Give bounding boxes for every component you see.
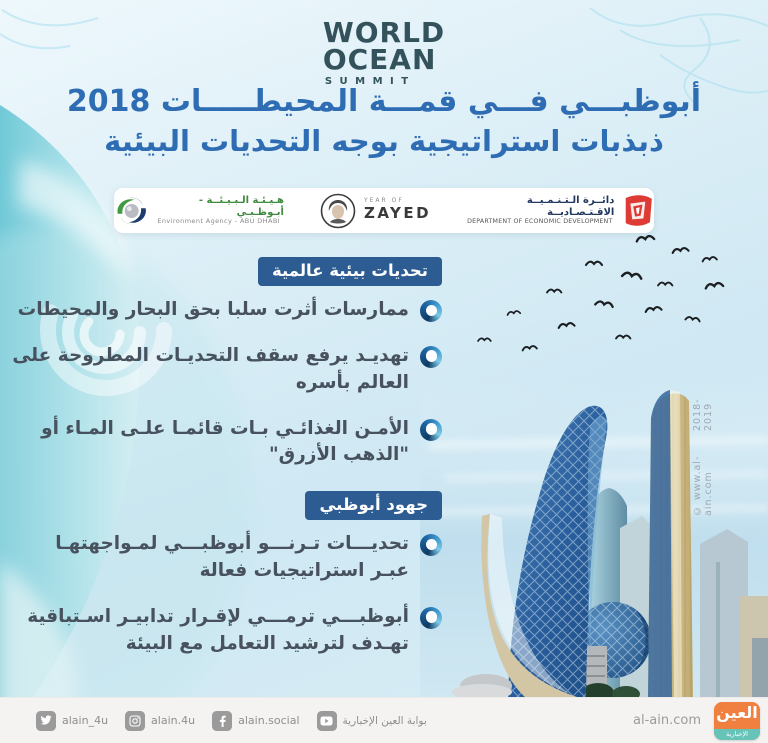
content-column [0, 257, 442, 658]
year-of-zayed-portrait-icon [320, 193, 356, 229]
bird-icon [522, 346, 537, 351]
bird-icon [547, 290, 561, 293]
partner-environment-agency [114, 194, 284, 228]
section-header-abudhabi-efforts: جهود أبوظبي [305, 491, 442, 520]
copyright-watermark [692, 382, 714, 516]
list-item [0, 604, 442, 658]
instagram-handle[interactable]: alain.4u [151, 714, 196, 727]
bird-icon [705, 282, 723, 288]
list-item-text: الأمـن الغذائـي بـات قائمـا علـى المـاء أو "الذهب الأزرق" [41, 417, 409, 466]
alain-logo-arabic: العين [716, 702, 758, 722]
partners-bar [114, 188, 654, 233]
bird-icon [702, 257, 717, 262]
bullet-ring-icon [420, 419, 442, 441]
youtube-icon[interactable] [317, 711, 337, 731]
zayed-label: ZAYED [363, 204, 432, 223]
website-url[interactable]: al-ain.com [633, 713, 701, 728]
social-youtube[interactable] [317, 711, 427, 731]
watermark-site: © www.al-ain.com [692, 455, 714, 516]
environment-agency-swirl-icon [114, 194, 149, 228]
partner-year-of-zayed [320, 193, 431, 229]
social-facebook[interactable] [212, 711, 299, 731]
list-item-text: تحديـــات تـرنـــو أبوظبـــي لمـواجهتهـا عبـر استراتيجيات فعالة [55, 533, 409, 582]
partner-economic-development [467, 193, 654, 229]
bird-icon [685, 317, 700, 322]
facebook-handle[interactable]: alain.social [238, 714, 300, 727]
abu-dhabi-government-emblem-icon [622, 193, 654, 229]
event-logo-line3: SUMMIT [324, 76, 416, 88]
headline-line2: ذبذبات استراتيجية بوجه التحديات البيئية [104, 123, 664, 158]
event-logo-line2: OCEAN [322, 42, 437, 76]
footer-bar [0, 697, 768, 743]
headline-line1: أبوظبـــي فـــي قمـــة المحيطـــــات 2018 [66, 84, 702, 119]
youtube-handle[interactable]: بوابة العين الإخبارية [342, 714, 427, 727]
list-item-text: أبوظبـــي ترمـــي لإقـرار تدابيـر اسـتباقية تهـدف لترشيد التعامل مع البيئة [27, 605, 409, 654]
headline [0, 82, 768, 160]
bird-icon [622, 272, 642, 279]
list-item [0, 531, 442, 585]
event-logo-line1: WORLD [322, 16, 446, 49]
list-item-text: ممارسات أثرت سلبا بحق البحار والمحيطات [17, 299, 409, 321]
list-item [0, 416, 442, 470]
bird-icon [595, 301, 613, 307]
bird-icon [658, 283, 672, 286]
list-item [0, 343, 442, 397]
alain-news-logo [714, 702, 760, 740]
bullet-ring-icon [420, 300, 442, 322]
ded-english-name: DEPARTMENT OF ECONOMIC DEVELOPMENT [467, 218, 613, 226]
social-instagram[interactable] [125, 711, 195, 731]
twitter-handle[interactable]: alain_4u [62, 714, 109, 727]
bird-icon [586, 262, 602, 265]
watermark-years: 2018-2019 [692, 398, 714, 431]
list-item-text: تهديـد يرفع سقف التحديـات المطروحة على العالم بأسره [12, 344, 409, 393]
bird-icon [645, 306, 661, 311]
twitter-icon[interactable] [36, 711, 56, 731]
bird-icon [636, 235, 654, 241]
bird-icon [672, 247, 688, 252]
bird-icon [616, 336, 630, 339]
environment-agency-arabic-name: هـيـئـة الـبـيـئــة - أبـوظـبـي [198, 195, 284, 218]
facebook-icon[interactable] [212, 711, 232, 731]
list-item [0, 297, 442, 324]
bullet-ring-icon [420, 607, 442, 629]
bird-icon [478, 338, 491, 341]
event-logo [0, 16, 768, 88]
bird-icon [558, 322, 574, 327]
section-header-global-challenges: تحديات بيئية عالمية [258, 257, 442, 286]
social-twitter[interactable] [36, 711, 108, 731]
alain-logo-subtitle: الإخبارية [714, 729, 760, 740]
bullet-ring-icon [420, 346, 442, 368]
bullet-ring-icon [420, 534, 442, 556]
bird-icon [507, 311, 520, 315]
year-of-label: YEAR OF [363, 197, 404, 205]
ded-arabic-name: دائــرة الـتـنـمـيــة الاقـتـصـاديــة [526, 195, 615, 218]
instagram-icon[interactable] [125, 711, 145, 731]
environment-agency-english-name: Environment Agency - ABU DHABI [157, 217, 280, 226]
